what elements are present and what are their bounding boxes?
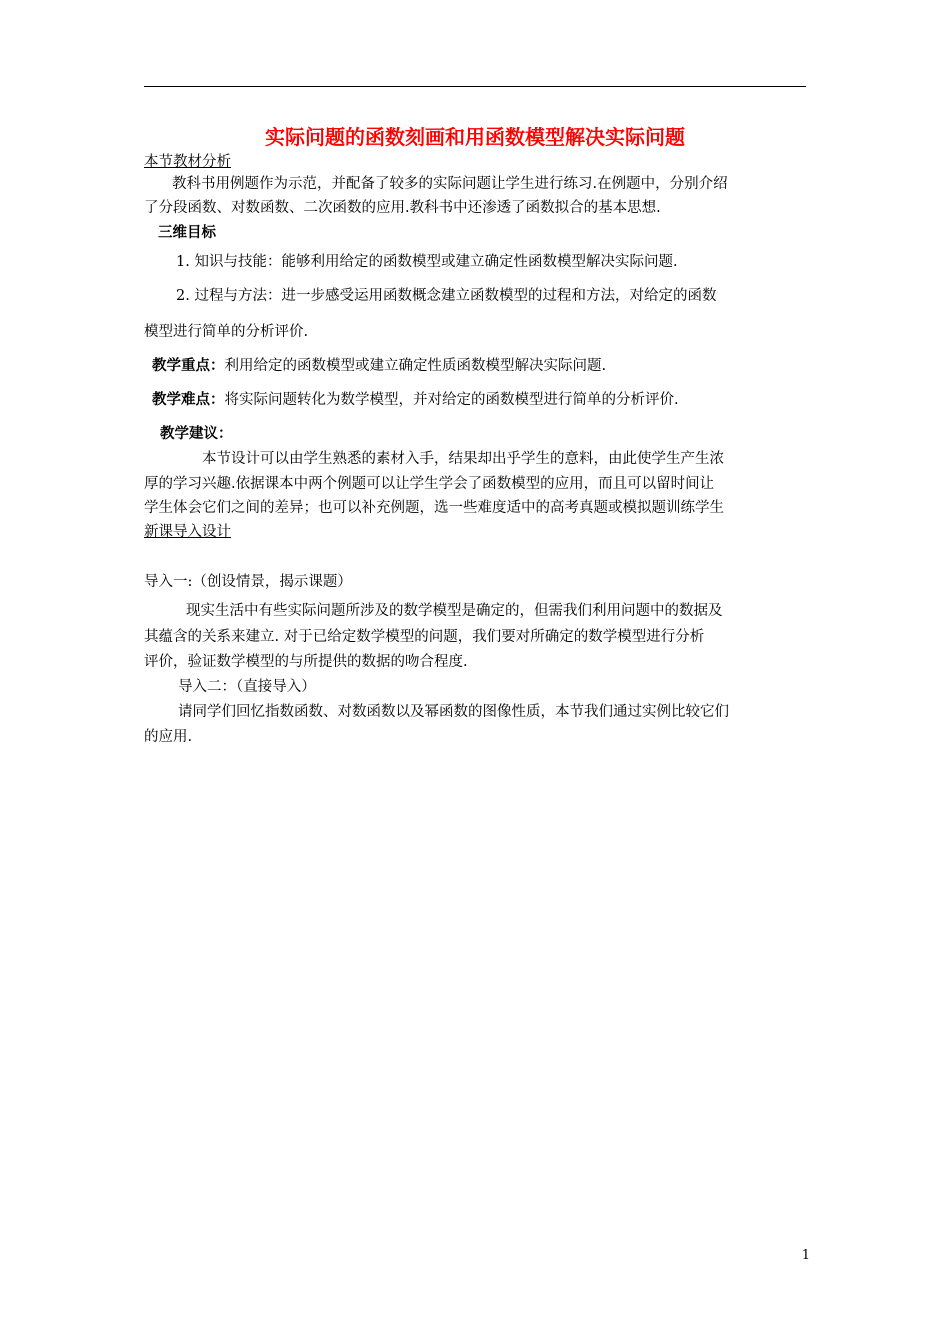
key-point-text: 利用给定的函数模型或建立确定性质函数模型解决实际问题. (224, 358, 607, 374)
intro-line-2: 了分段函数、对数函数、二次函数的应用.教科书中还渗透了函数拟合的基本思想. (144, 200, 661, 216)
advice-line-1: 本节设计可以由学生熟悉的素材入手，结果却出乎学生的意料，由此使学生产生浓 (202, 451, 724, 467)
difficulty-label: 教学难点： (152, 391, 225, 408)
lead-1-line-2: 其蕴含的关系来建立. 对于已给定数学模型的问题，我们要对所确定的数学模型进行分析 (144, 629, 705, 645)
lead-1-line-1: 现实生活中有些实际问题所涉及的数学模型是确定的，但需我们利用问题中的数据及 (186, 603, 723, 619)
advice-line-2: 厚的学习兴趣.依据课本中两个例题可以让学生学会了函数模型的应用，而且可以留时间让 (144, 476, 715, 492)
lead-2-heading: 导入二：（直接导入） (178, 679, 316, 695)
difficulty-point (152, 390, 806, 410)
advice-heading: 教学建议： (160, 425, 233, 442)
goal-1: 1. 知识与技能：能够利用给定的函数模型或建立确定性函数模型解决实际问题. (176, 254, 678, 270)
lead-2-line-1: 请同学们回忆指数函数、对数函数以及幂函数的图像性质，本节我们通过实例比较它们 (178, 704, 729, 720)
intro-line-1: 教科书用例题作为示范，并配备了较多的实际问题让学生进行练习.在例题中，分别介绍 (172, 176, 728, 192)
goal-2-line-1: 2. 过程与方法：进一步感受运用函数概念建立函数模型的过程和方法，对给定的函数 (176, 288, 717, 304)
key-point (152, 356, 806, 376)
lead-1-heading: 导入一:（创设情景，揭示课题） (144, 574, 352, 590)
new-lesson-heading: 新课导入设计 (144, 524, 231, 540)
advice-line-3: 学生体会它们之间的差异；也可以补充例题，选一些难度适中的高考真题或模拟题训练学生 (144, 500, 724, 516)
lead-2-line-2: 的应用. (144, 729, 193, 745)
goal-2-line-2: 模型进行简单的分析评价. (144, 324, 309, 340)
document-title: 实际问题的函数刻画和用函数模型解决实际问题 (265, 125, 685, 149)
lead-1-line-3: 评价，验证数学模型的与所提供的数据的吻合程度. (144, 654, 468, 670)
header-rule (144, 86, 806, 87)
key-point-label: 教学重点： (152, 357, 225, 374)
difficulty-text: 将实际问题转化为数学模型，并对给定的函数模型进行简单的分析评价. (224, 392, 679, 408)
goals-heading: 三维目标 (158, 224, 216, 241)
section-heading: 本节教材分析 (144, 154, 231, 170)
page-number: 1 (801, 1248, 810, 1263)
